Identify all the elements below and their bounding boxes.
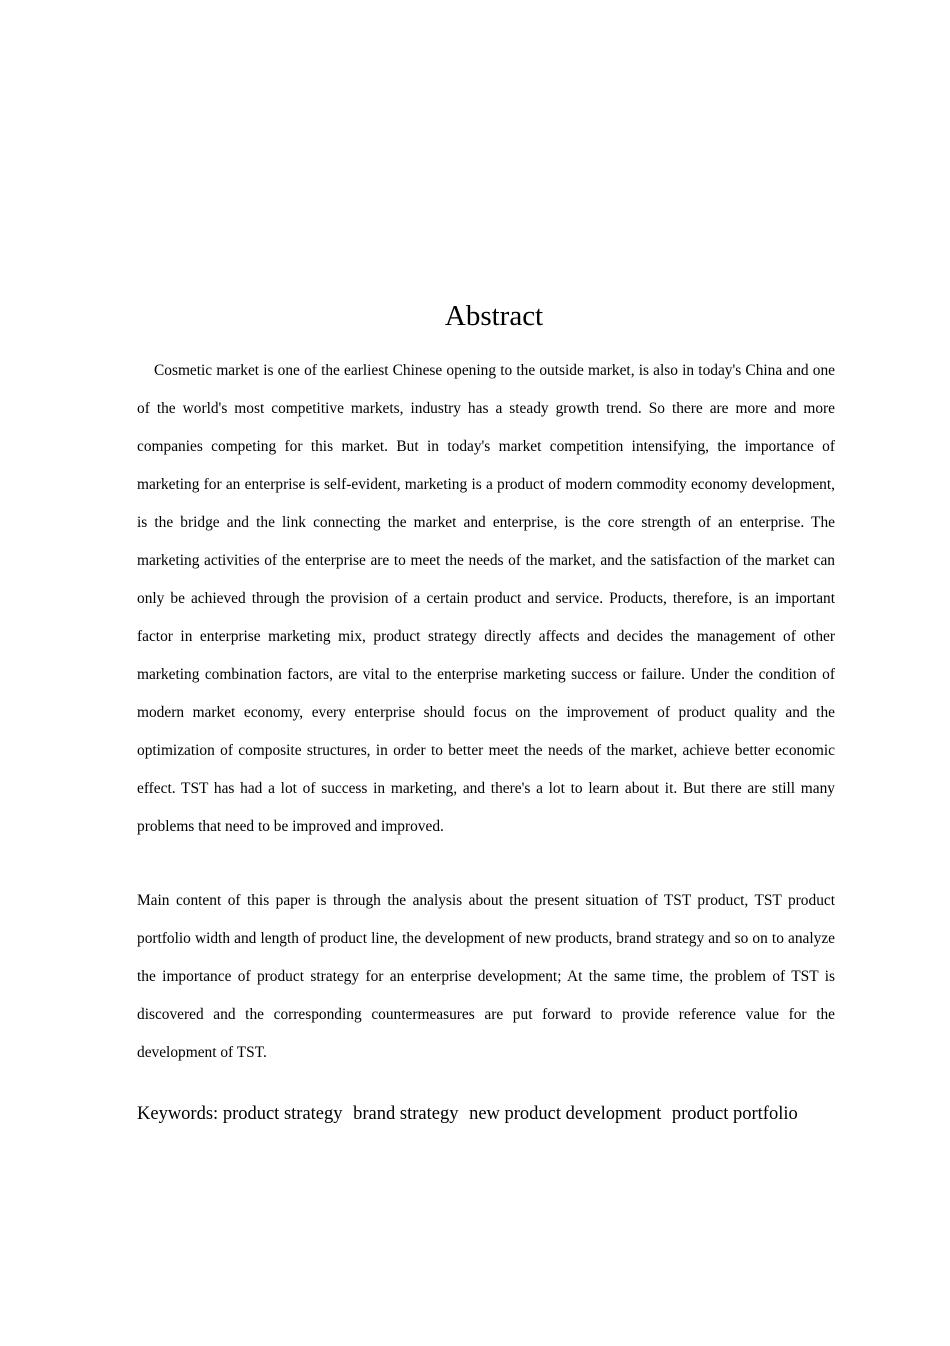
keyword-term: product portfolio — [671, 1104, 798, 1124]
abstract-paragraph-2: Main content of this paper is through the analysis about the present situation of TST product, TST product portfolio width and length of product line, the development of new products, brand strategy and so on to analyze the importance of product strategy for an enterprise development; At the same time, the problem of TST is discovered and the corresponding countermeasures are put forward to provide reference value for the development of TST. — [137, 892, 835, 1061]
keywords-line — [137, 1101, 804, 1127]
keyword-term: brand strategy — [353, 1104, 459, 1124]
keyword-term: new product development — [469, 1104, 662, 1124]
keyword-term: product strategy — [222, 1104, 343, 1124]
abstract-paragraph-1: Cosmetic market is one of the earliest Chinese opening to the outside market, is also in today's China and one of the world's most competitive markets, industry has a steady growth trend. So there are more and more companies competing for this market. But in today's market competition intensifying, the importance of marketing for an enterprise is self-evident, marketing is a product of modern commodity economy development, is the bridge and the link connecting the market and enterprise, is the core strength of an enterprise. The marketing activities of the enterprise are to meet the needs of the market, and the satisfaction of the market can only be achieved through the provision of a certain product and service. Products, therefore, is an important factor in enterprise marketing mix, product strategy directly affects and decides the management of other marketing combination factors, are vital to the enterprise marketing success or failure. Under the condition of modern market economy, every enterprise should focus on the improvement of product quality and the optimization of composite structures, in order to better meet the needs of the market, achieve better economic effect. TST has had a lot of success in marketing, and there's a lot to learn about it. But there are still many problems that need to be improved and improved. — [137, 362, 835, 835]
keywords-label: Keywords: — [137, 1104, 219, 1124]
abstract-title: Abstract — [444, 300, 544, 332]
